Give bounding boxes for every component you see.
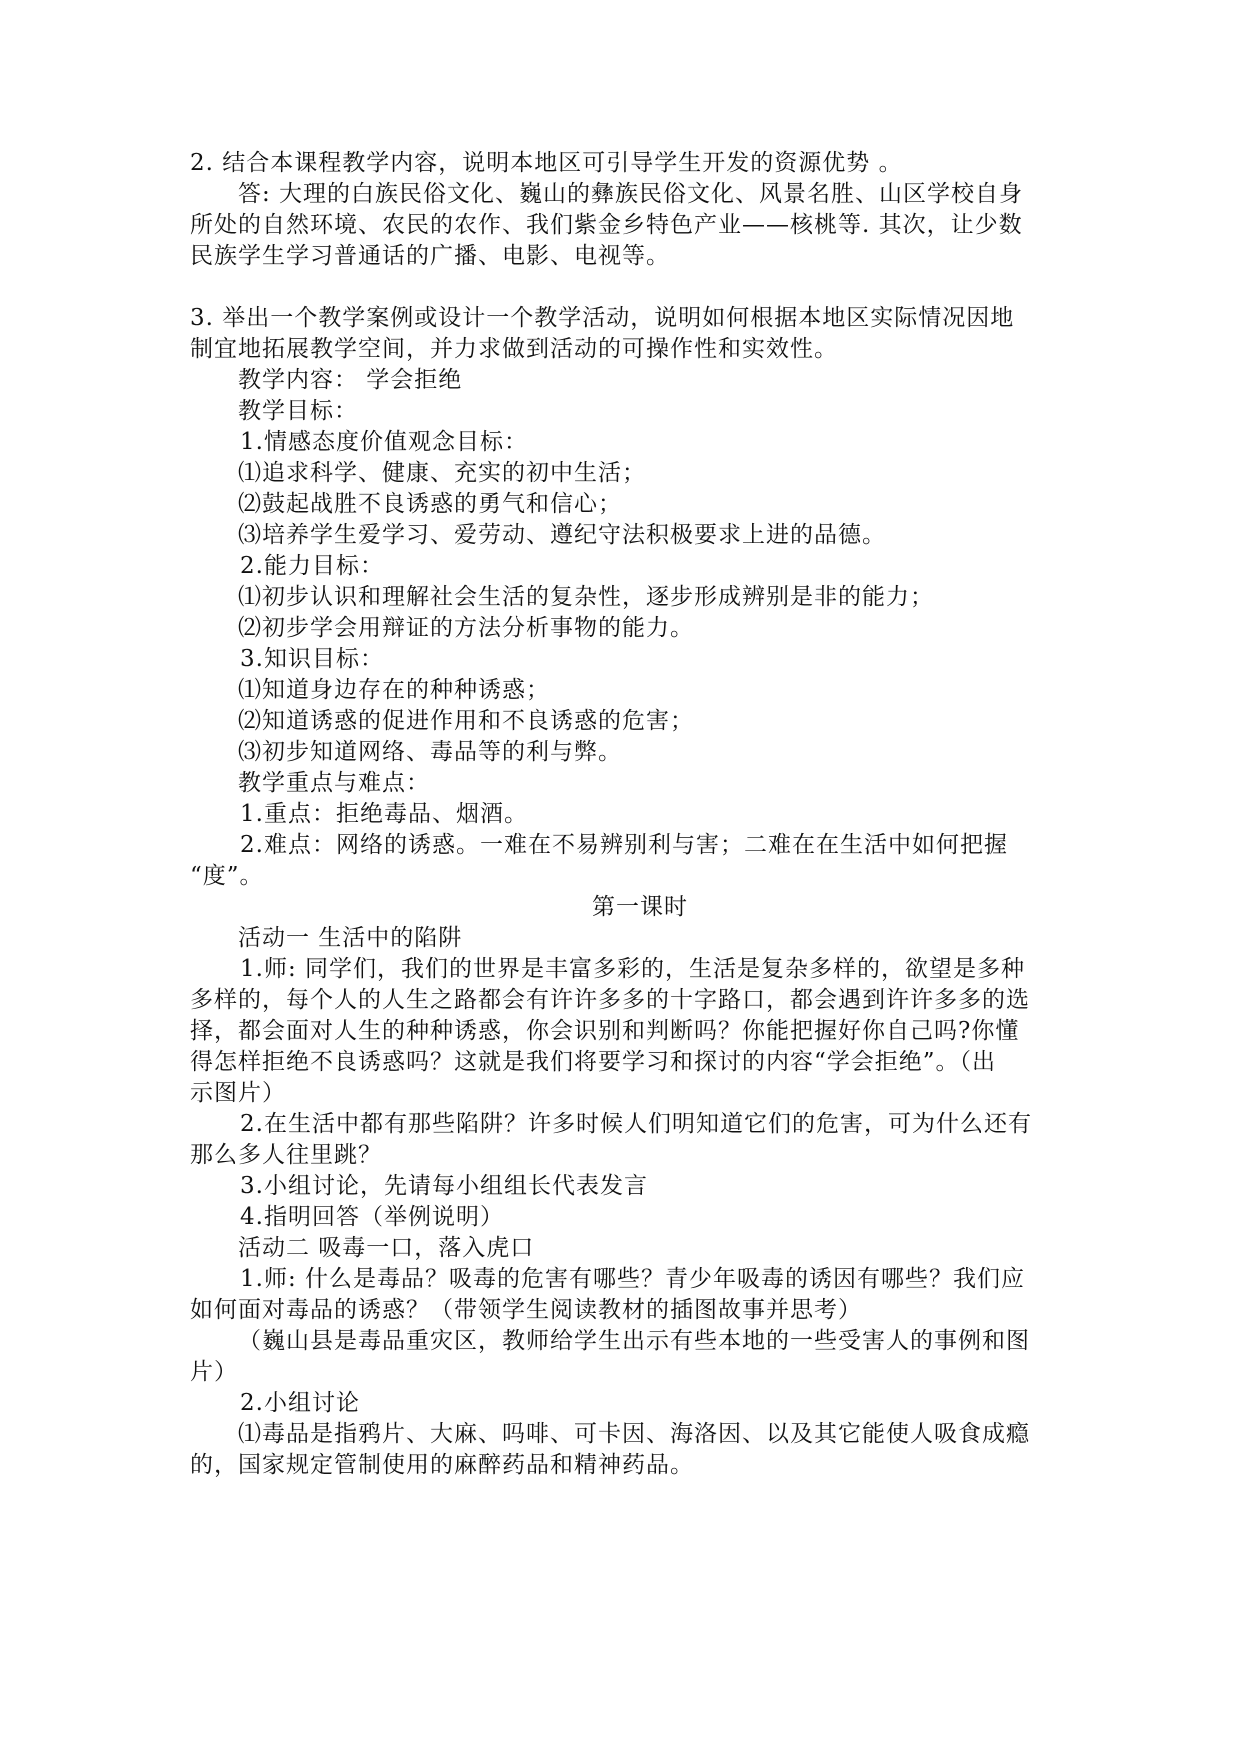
activity-1-para-2-line-2: 那么多人往里跳？ xyxy=(190,1142,382,1168)
goal2-item-2: ⑵初步学会用辩证的方法分析事物的能力。 xyxy=(238,615,694,641)
activity-2-title: 活动二 吸毒一口，落入虎口 xyxy=(238,1235,535,1261)
goal3-item-3: ⑶初步知道网络、毒品等的利与弊。 xyxy=(238,739,622,765)
goal1-heading: 1.情感态度价值观念目标： xyxy=(240,429,528,455)
goal3-item-2: ⑵知道诱惑的促进作用和不良诱惑的危害； xyxy=(238,708,694,734)
activity-1-para-1-line-3: 择，都会面对人生的种种诱惑，你会识别和判断吗？你能把握好你自己吗?你懂 xyxy=(190,1018,1020,1044)
goal3-heading: 3.知识目标： xyxy=(240,646,384,672)
key-point: 1.重点：拒绝毒品、烟酒。 xyxy=(240,801,528,827)
goal2-item-1: ⑴初步认识和理解社会生活的复杂性，逐步形成辨别是非的能力； xyxy=(238,584,934,610)
activity-2-note-line-1: （巍山县是毒品重灾区，教师给学生出示有些本地的一些受害人的事例和图 xyxy=(238,1328,1030,1354)
goal1-item-3: ⑶培养学生爱学习、爱劳动、遵纪守法积极要求上进的品德。 xyxy=(238,522,886,548)
activity-1-para-1-line-2: 多样的，每个人的人生之路都会有许许多多的十字路口，都会遇到许许多多的选 xyxy=(190,987,1030,1013)
activity-1-para-3: 3.小组讨论，先请每小组组长代表发言 xyxy=(240,1173,648,1199)
difficult-point-line-2: “度”。 xyxy=(190,863,264,889)
activity-1-para-1-line-1: 1.师: 同学们，我们的世界是丰富多彩的，生活是复杂多样的，欲望是多种 xyxy=(240,956,1026,982)
teaching-content: 教学内容： 学会拒绝 xyxy=(238,367,463,393)
paragraph-gap xyxy=(190,272,1050,303)
difficult-point-line-1: 2.难点：网络的诱惑。一难在不易辨别利与害；二难在在生活中如何把握 xyxy=(240,832,1008,858)
activity-2-para-3-line-1: ⑴毒品是指鸦片、大麻、吗啡、可卡因、海洛因、以及其它能使人吸食成瘾 xyxy=(238,1421,1030,1447)
question-3-title-line-1: 3. 举出一个教学案例或设计一个教学活动，说明如何根据本地区实际情况因地 xyxy=(190,305,1015,331)
activity-1-para-4: 4.指明回答（举例说明） xyxy=(240,1204,504,1230)
activity-2-para-3-line-2: 的，国家规定管制使用的麻醉药品和精神药品。 xyxy=(190,1452,694,1478)
activity-2-note-line-2: 片） xyxy=(190,1359,238,1385)
key-difficult-heading: 教学重点与难点： xyxy=(238,770,430,796)
activity-2-para-1-line-1: 1.师: 什么是毒品？吸毒的危害有哪些？青少年吸毒的诱因有哪些？我们应 xyxy=(240,1266,1026,1292)
q2-answer-line-3: 民族学生学习普通话的广播、电影、电视等。 xyxy=(190,243,670,269)
activity-1-para-1-line-4: 得怎样拒绝不良诱惑吗？这就是我们将要学习和探讨的内容“学会拒绝”。（出 xyxy=(190,1049,997,1075)
goal2-heading: 2.能力目标： xyxy=(240,553,384,579)
activity-2-para-1-line-2: 如何面对毒品的诱惑？（带领学生阅读教材的插图故事并思考） xyxy=(190,1297,862,1323)
q2-answer-line-1: 答: 大理的白族民俗文化、巍山的彝族民俗文化、风景名胜、山区学校自身 xyxy=(238,181,1024,207)
goal1-item-1: ⑴追求科学、健康、充实的初中生活； xyxy=(238,460,646,486)
document-page xyxy=(190,148,1050,1481)
activity-2-para-2: 2.小组讨论 xyxy=(240,1390,360,1416)
teaching-goals-heading: 教学目标： xyxy=(238,398,358,424)
activity-1-para-2-line-1: 2.在生活中都有那些陷阱？许多时候人们明知道它们的危害，可为什么还有 xyxy=(240,1111,1032,1137)
q2-answer-line-2: 所处的自然环境、农民的农作、我们紫金乡特色产业——核桃等. 其次，让少数 xyxy=(190,212,1023,238)
goal1-item-2: ⑵鼓起战胜不良诱惑的勇气和信心； xyxy=(238,491,622,517)
goal3-item-1: ⑴知道身边存在的种种诱惑； xyxy=(238,677,550,703)
activity-1-title: 活动一 生活中的陷阱 xyxy=(238,925,463,951)
activity-1-para-1-line-5: 示图片） xyxy=(190,1080,286,1106)
question-2-title: 2. 结合本课程教学内容，说明本地区可引导学生开发的资源优势 。 xyxy=(190,150,903,176)
lesson-title: 第一课时 xyxy=(592,894,688,920)
question-3-title-line-2: 制宜地拓展教学空间，并力求做到活动的可操作性和实效性。 xyxy=(190,336,838,362)
